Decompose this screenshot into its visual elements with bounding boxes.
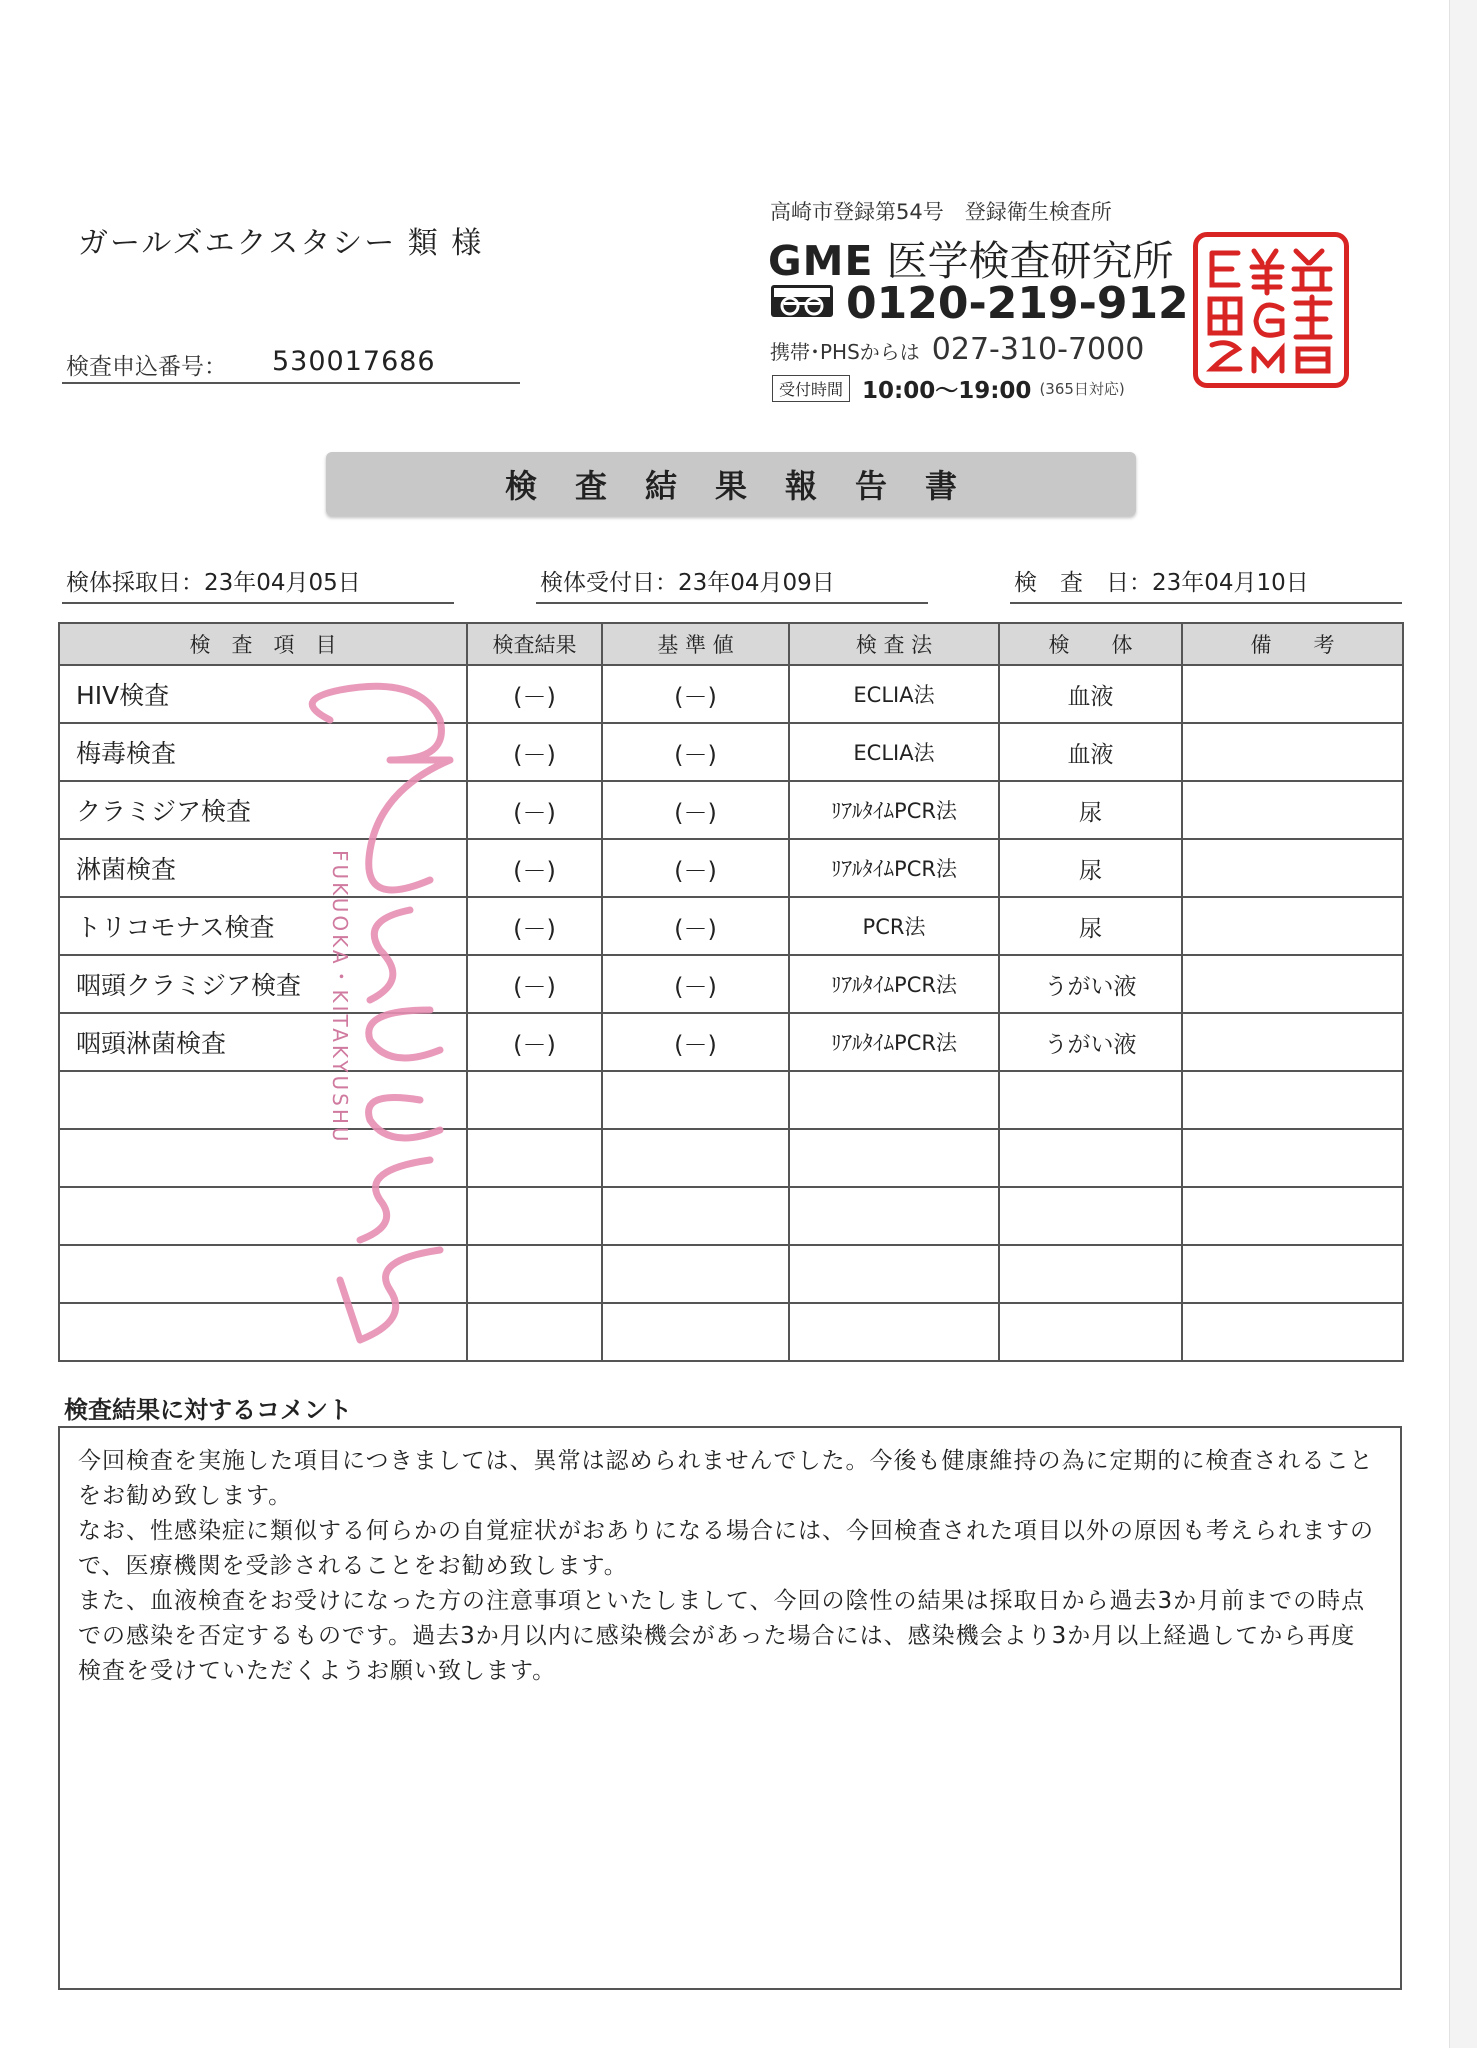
watermark-subtext: FUKUOKA・KITAKYUSHU xyxy=(328,850,352,1145)
table-row xyxy=(59,897,1403,955)
test-item: 淋菌検査 xyxy=(59,839,467,897)
company-seal-stamp xyxy=(1193,232,1349,388)
specimen: 血液 xyxy=(999,665,1182,723)
test-result: (－) xyxy=(467,1013,602,1071)
specimen: 尿 xyxy=(999,781,1182,839)
reference-value: (－) xyxy=(602,839,789,897)
header-specimen: 検 体 xyxy=(999,623,1182,665)
remarks xyxy=(1182,897,1403,955)
specimen: 尿 xyxy=(999,897,1182,955)
report-title-bar xyxy=(326,452,1136,516)
reference-value: (－) xyxy=(602,665,789,723)
freedial-text: 0120-219-912 xyxy=(846,278,1189,329)
page-edge xyxy=(1449,0,1477,2048)
results-table xyxy=(58,622,1404,1362)
reference-value: (－) xyxy=(602,1013,789,1071)
test-item: 咽頭淋菌検査 xyxy=(59,1013,467,1071)
reference-value: (－) xyxy=(602,897,789,955)
mobile-label: 携帯･PHSからは xyxy=(770,340,920,364)
mobile-number: 027-310-7000 xyxy=(931,332,1145,367)
remarks xyxy=(1182,955,1403,1013)
hours-label: 受付時間 xyxy=(772,375,850,402)
empty-row xyxy=(59,1245,1403,1303)
specimen: うがい液 xyxy=(999,1013,1182,1071)
reference-value: (－) xyxy=(602,723,789,781)
remarks xyxy=(1182,665,1403,723)
header-method: 検 査 法 xyxy=(789,623,999,665)
comments-box xyxy=(58,1426,1402,1990)
lab-registration: 高崎市登録第54号 登録衛生検査所 xyxy=(770,200,1112,224)
specimen: 血液 xyxy=(999,723,1182,781)
test-result: (－) xyxy=(467,723,602,781)
test-method: ﾘｱﾙﾀｲﾑPCR法 xyxy=(789,839,999,897)
lab-brand: GME xyxy=(768,237,874,285)
test-result: (－) xyxy=(467,665,602,723)
empty-row xyxy=(59,1303,1403,1361)
table-row xyxy=(59,1013,1403,1071)
freedial-icon xyxy=(770,278,846,329)
table-header-row xyxy=(59,623,1403,665)
test-method: ECLIA法 xyxy=(789,723,999,781)
header-reference: 基 準 値 xyxy=(602,623,789,665)
test-date-field xyxy=(1010,562,1402,604)
remarks xyxy=(1182,839,1403,897)
remarks xyxy=(1182,723,1403,781)
remarks xyxy=(1182,781,1403,839)
empty-row xyxy=(59,1071,1403,1129)
specimen: うがい液 xyxy=(999,955,1182,1013)
test-date: 検 査 日：23年04月10日 xyxy=(1014,570,1309,596)
mobile-contact xyxy=(770,332,1144,367)
comments-text: 今回検査を実施した項目につきましては、異常は認められませんでした。今後も健康維持の為に定期的に検査されることをお勧め致します。 なお、性感染症に類似する何らかの自覚症状がおありになる場合には、今回検査された項目以外の原因も考えられますので、医療機関を受診されることをお勧め致します。 また、血液検査をお受けになった方の注意事項といたしまして、今回の陰性の結果は採取日から過去3か月前までの時点での感染を否定するものです。過去3か月以内に感染機会があった場合には、感染機会より3か月以上経過してから再度検査を受けていただくようお願い致します。 xyxy=(78,1448,1374,1684)
remarks xyxy=(1182,1013,1403,1071)
reference-value: (－) xyxy=(602,955,789,1013)
application-number-field xyxy=(62,342,520,384)
specimen: 尿 xyxy=(999,839,1182,897)
hours-time: 10:00〜19:00 xyxy=(862,378,1032,404)
test-method: ﾘｱﾙﾀｲﾑPCR法 xyxy=(789,1013,999,1071)
table-row xyxy=(59,839,1403,897)
test-result: (－) xyxy=(467,781,602,839)
freedial-number xyxy=(770,278,1189,329)
test-method: ECLIA法 xyxy=(789,665,999,723)
reception-hours xyxy=(772,372,1125,405)
table-row xyxy=(59,723,1403,781)
application-number-label: 検査申込番号： xyxy=(66,354,227,380)
reference-value: (－) xyxy=(602,781,789,839)
header-remarks: 備 考 xyxy=(1182,623,1403,665)
comments-title: 検査結果に対するコメント xyxy=(64,1396,352,1424)
table-row xyxy=(59,781,1403,839)
recipient-name: ガールズエクスタシー 類 様 xyxy=(78,226,484,261)
sampling-date: 検体採取日：23年04月05日 xyxy=(66,570,361,596)
header-item: 検 査 項 目 xyxy=(59,623,467,665)
table-row xyxy=(59,955,1403,1013)
header-result: 検査結果 xyxy=(467,623,602,665)
application-number-value: 530017686 xyxy=(272,346,436,377)
test-item: トリコモナス検査 xyxy=(59,897,467,955)
test-item: 咽頭クラミジア検査 xyxy=(59,955,467,1013)
report-title: 検査結果報告書 xyxy=(504,467,995,505)
received-date: 検体受付日：23年04月09日 xyxy=(540,570,835,596)
test-method: ﾘｱﾙﾀｲﾑPCR法 xyxy=(789,955,999,1013)
test-result: (－) xyxy=(467,839,602,897)
lab-name-text: 医学検査研究所 xyxy=(886,237,1174,285)
received-date-field xyxy=(536,562,928,604)
sampling-date-field xyxy=(62,562,454,604)
table-row xyxy=(59,665,1403,723)
test-item: 梅毒検査 xyxy=(59,723,467,781)
hours-note: (365日対応) xyxy=(1039,380,1125,398)
empty-row xyxy=(59,1129,1403,1187)
test-method: ﾘｱﾙﾀｲﾑPCR法 xyxy=(789,781,999,839)
test-item: HIV検査 xyxy=(59,665,467,723)
empty-row xyxy=(59,1187,1403,1245)
test-item: クラミジア検査 xyxy=(59,781,467,839)
test-result: (－) xyxy=(467,897,602,955)
test-method: PCR法 xyxy=(789,897,999,955)
test-result: (－) xyxy=(467,955,602,1013)
